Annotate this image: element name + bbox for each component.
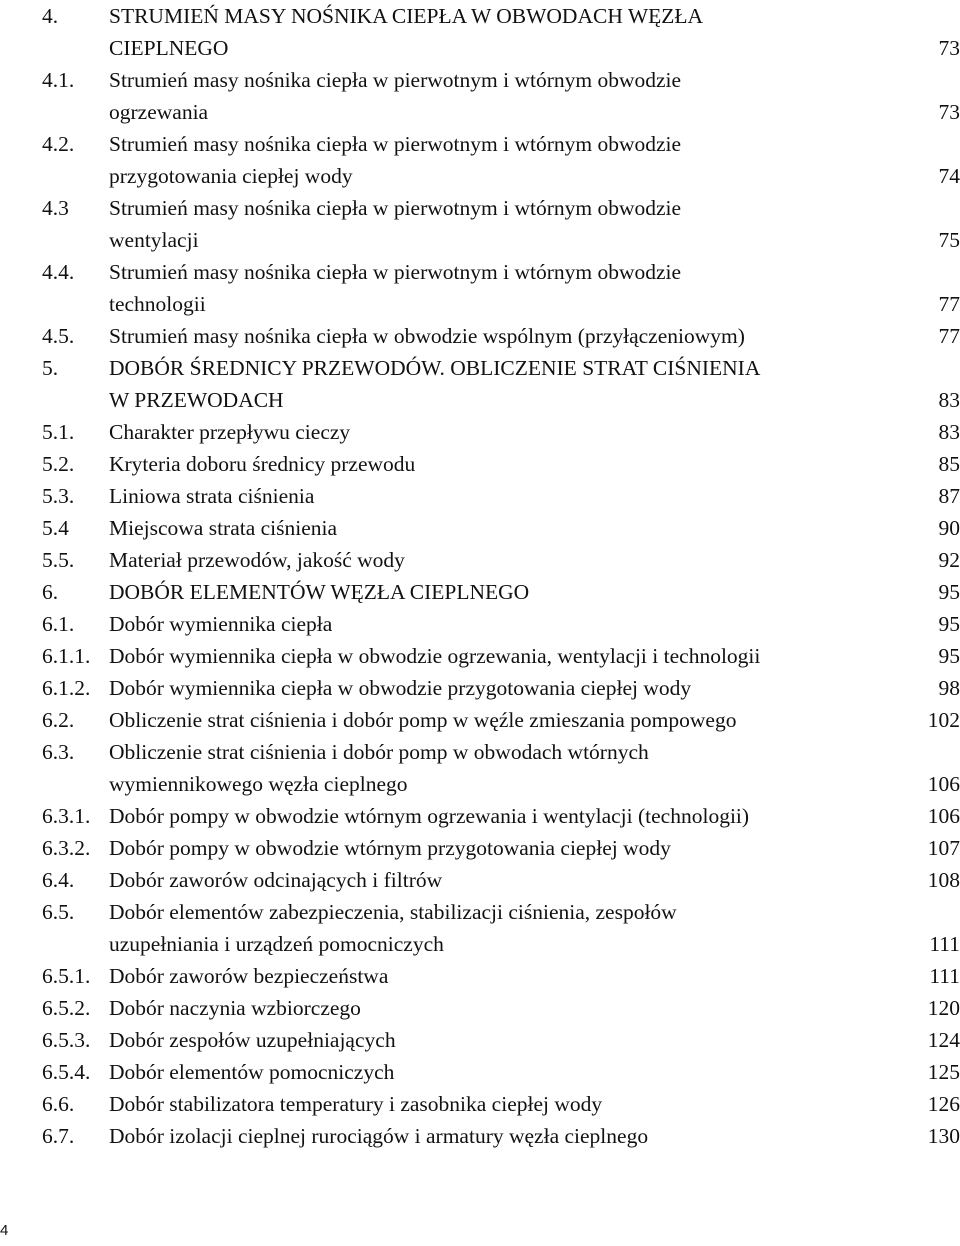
toc-entry-title-line: Dobór pompy w obwodzie wtórnym przygotowania ciepłej wody [109, 836, 671, 860]
toc-entry[interactable] [0, 704, 960, 736]
toc-entry-title-line: DOBÓR ŚREDNICY PRZEWODÓW. OBLICZENIE STRAT CIŚNIENIA [109, 356, 761, 380]
toc-entry-title [109, 0, 880, 64]
toc-entry-number: 6.3.2. [42, 836, 91, 860]
toc-entry-number: 6.3.1. [42, 804, 91, 828]
toc-entry-number: 5.4 [42, 516, 69, 540]
toc-entry-title-continuation: wymiennikowego węzła cieplnego [109, 772, 408, 796]
toc-entry-title [109, 1088, 880, 1120]
toc-entry-title [109, 640, 880, 672]
toc-entry-page: 130 [927, 1124, 960, 1148]
toc-entry-number: 4.4. [42, 260, 75, 284]
toc-entry-title-line: Dobór izolacji cieplnej rurociągów i armatury węzła cieplnego [109, 1124, 649, 1148]
toc-entry-title-line: Obliczenie strat ciśnienia i dobór pomp w obwodach wtórnych [109, 740, 649, 764]
toc-entry-page: 90 [938, 516, 960, 540]
toc-entry[interactable] [0, 448, 960, 480]
toc-entry-page: 126 [927, 1092, 960, 1116]
toc-entry-title-line: STRUMIEŃ MASY NOŚNIKA CIEPŁA W OBWODACH WĘZŁA [109, 4, 704, 28]
toc-entry-title-continuation: CIEPLNEGO [109, 36, 229, 60]
toc-entry-title-line: Dobór elementów zabezpieczenia, stabilizacji ciśnienia, zespołów [109, 900, 677, 924]
toc-entry[interactable] [0, 896, 960, 960]
toc-entry[interactable] [0, 480, 960, 512]
toc-entry-number: 6.1. [42, 612, 75, 636]
toc-entry[interactable] [0, 1120, 960, 1152]
toc-entry-page: 77 [938, 292, 960, 316]
toc-entry-title [109, 480, 880, 512]
toc-entry-number: 6.5.2. [42, 996, 91, 1020]
toc-entry-page: 124 [927, 1028, 960, 1052]
toc-entry-title [109, 704, 880, 736]
toc-entry-title [109, 128, 880, 192]
toc-entry-title-line: Materiał przewodów, jakość wody [109, 548, 405, 572]
toc-entry-title-continuation: wentylacji [109, 228, 199, 252]
toc-entry-title [109, 544, 880, 576]
toc-entry-title-line: Strumień masy nośnika ciepła w pierwotnym i wtórnym obwodzie [109, 260, 682, 284]
toc-entry-page: 83 [938, 420, 960, 444]
toc-entry-page: 83 [938, 388, 960, 412]
toc-entry-page: 92 [938, 548, 960, 572]
toc-entry[interactable] [0, 1024, 960, 1056]
toc-entry-title [109, 800, 880, 832]
toc-entry-title [109, 960, 880, 992]
toc-entry-page: 75 [938, 228, 960, 252]
toc-entry-title-line: Obliczenie strat ciśnienia i dobór pomp w węźle zmieszania pompowego [109, 708, 737, 732]
toc-entry-page: 95 [938, 580, 960, 604]
toc-entry-title [109, 512, 880, 544]
toc-entry[interactable] [0, 608, 960, 640]
toc-entry-title [109, 448, 880, 480]
toc-entry-title [109, 832, 880, 864]
toc-entry-title [109, 256, 880, 320]
toc-entry-number: 6.5. [42, 900, 75, 924]
toc-entry-title [109, 352, 880, 416]
toc-entry-page: 125 [927, 1060, 960, 1084]
toc-entry-page: 87 [938, 484, 960, 508]
page-number: 4 [0, 1222, 9, 1239]
toc-entry-page: 108 [927, 868, 960, 892]
toc-entry-number: 5.3. [42, 484, 75, 508]
toc-entry[interactable] [0, 352, 960, 416]
toc-entry[interactable] [0, 512, 960, 544]
toc-entry-number: 5. [42, 356, 59, 380]
toc-entry-page: 95 [938, 644, 960, 668]
toc-entry-title-line: Dobór wymiennika ciepła [109, 612, 333, 636]
toc-entry-page: 106 [927, 804, 960, 828]
toc-entry-page: 77 [938, 324, 960, 348]
toc-entry-title [109, 320, 880, 352]
toc-entry-title [109, 192, 880, 256]
toc-entry-title [109, 416, 880, 448]
toc-entry[interactable] [0, 1056, 960, 1088]
toc-entry-page: 111 [929, 932, 960, 956]
toc-entry-title-line: Dobór wymiennika ciepła w obwodzie ogrzewania, wentylacji i technologii [109, 644, 761, 668]
toc-entry[interactable] [0, 64, 960, 128]
toc-entry[interactable] [0, 1088, 960, 1120]
toc-entry-page: 73 [938, 100, 960, 124]
toc-entry-number: 6. [42, 580, 59, 604]
toc-entry-title-continuation: uzupełniania i urządzeń pomocniczych [109, 932, 444, 956]
toc-entry-number: 6.4. [42, 868, 75, 892]
toc-entry-number: 4.1. [42, 68, 75, 92]
toc-entry[interactable] [0, 736, 960, 800]
toc-entry-title-continuation: technologii [109, 292, 206, 316]
toc-entry-title-line: DOBÓR ELEMENTÓW WĘZŁA CIEPLNEGO [109, 580, 530, 604]
toc-entry-number: 4.3 [42, 196, 69, 220]
toc-entry-page: 120 [927, 996, 960, 1020]
toc-entry-page: 111 [929, 964, 960, 988]
toc-entry-number: 6.5.3. [42, 1028, 91, 1052]
toc-entry-title [109, 1120, 880, 1152]
toc-entry-title [109, 576, 880, 608]
toc-entry-title-line: Miejscowa strata ciśnienia [109, 516, 338, 540]
toc-entry-title [109, 64, 880, 128]
toc-entry-title-line: Dobór zaworów odcinających i filtrów [109, 868, 443, 892]
toc-entry-title [109, 1056, 880, 1088]
toc-entry-number: 6.5.1. [42, 964, 91, 988]
toc-entry-title-line: Liniowa strata ciśnienia [109, 484, 315, 508]
toc-entry-title [109, 864, 880, 896]
toc-entry-number: 6.1.2. [42, 676, 91, 700]
toc-entry[interactable] [0, 192, 960, 256]
toc-entry[interactable] [0, 832, 960, 864]
toc-entry-title-line: Strumień masy nośnika ciepła w pierwotnym i wtórnym obwodzie [109, 68, 682, 92]
toc-entry-number: 5.5. [42, 548, 75, 572]
toc-entry[interactable] [0, 544, 960, 576]
toc-entry-title [109, 1024, 880, 1056]
toc-entry-title-line: Dobór stabilizatora temperatury i zasobnika ciepłej wody [109, 1092, 603, 1116]
toc-entry-title-line: Dobór wymiennika ciepła w obwodzie przygotowania ciepłej wody [109, 676, 692, 700]
toc-entry[interactable] [0, 992, 960, 1024]
toc-entry[interactable] [0, 320, 960, 352]
toc-entry[interactable] [0, 640, 960, 672]
toc-entry-page: 98 [938, 676, 960, 700]
toc-entry[interactable] [0, 864, 960, 896]
toc-entry-title-continuation: W PRZEWODACH [109, 388, 284, 412]
toc-entry-page: 74 [938, 164, 960, 188]
toc-entry-title-line: Strumień masy nośnika ciepła w obwodzie wspólnym (przyłączeniowym) [109, 324, 745, 348]
toc-entry-page: 107 [927, 836, 960, 860]
toc-entry[interactable] [0, 960, 960, 992]
toc-entry-page: 95 [938, 612, 960, 636]
toc-entry-title [109, 736, 880, 800]
toc-entry[interactable] [0, 256, 960, 320]
toc-entry[interactable] [0, 576, 960, 608]
toc-entry-number: 4.2. [42, 132, 75, 156]
toc-entry-page: 102 [927, 708, 960, 732]
toc-entry-number: 4. [42, 4, 59, 28]
toc-entry-number: 4.5. [42, 324, 75, 348]
toc-entry-title-continuation: ogrzewania [109, 100, 209, 124]
toc-entry-number: 5.1. [42, 420, 75, 444]
toc-entry-title-line: Charakter przepływu cieczy [109, 420, 351, 444]
toc-entry[interactable] [0, 0, 960, 64]
toc-entry-title-line: Kryteria doboru średnicy przewodu [109, 452, 416, 476]
toc-entry-title [109, 992, 880, 1024]
toc-entry-number: 6.2. [42, 708, 75, 732]
toc-entry[interactable] [0, 800, 960, 832]
toc-entry-number: 5.2. [42, 452, 75, 476]
toc-entry[interactable] [0, 128, 960, 192]
toc-entry[interactable] [0, 672, 960, 704]
toc-entry-title-line: Strumień masy nośnika ciepła w pierwotnym i wtórnym obwodzie [109, 196, 682, 220]
toc-entry-title-line: Dobór zespołów uzupełniających [109, 1028, 396, 1052]
toc-entry-page: 85 [938, 452, 960, 476]
toc-entry-number: 6.5.4. [42, 1060, 91, 1084]
toc-entry-number: 6.3. [42, 740, 75, 764]
toc-entry-title [109, 672, 880, 704]
toc-entry-title-line: Dobór elementów pomocniczych [109, 1060, 395, 1084]
toc-entry-title-line: Dobór naczynia wzbiorczego [109, 996, 361, 1020]
toc-entry-number: 6.7. [42, 1124, 75, 1148]
toc-entry-title-line: Dobór pompy w obwodzie wtórnym ogrzewania i wentylacji (technologii) [109, 804, 750, 828]
toc-entry-title-line: Dobór zaworów bezpieczeństwa [109, 964, 389, 988]
toc-entry-title-continuation: przygotowania ciepłej wody [109, 164, 353, 188]
toc-entry-title [109, 896, 880, 960]
toc-entry-title-line: Strumień masy nośnika ciepła w pierwotnym i wtórnym obwodzie [109, 132, 682, 156]
toc-entry-title [109, 608, 880, 640]
toc-entry[interactable] [0, 416, 960, 448]
toc-entry-number: 6.1.1. [42, 644, 91, 668]
toc-entry-page: 106 [927, 772, 960, 796]
toc-entry-page: 73 [938, 36, 960, 60]
toc-entry-number: 6.6. [42, 1092, 75, 1116]
